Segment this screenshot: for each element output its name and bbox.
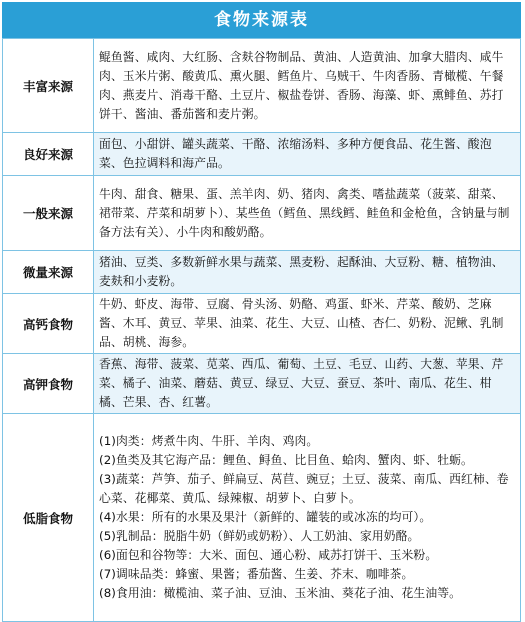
list-item: (5)乳制品：脱脂牛奶（鲜奶或奶粉）、人工奶油、家用奶酪。 [99,529,420,543]
description-text: 面包、小甜饼、罐头蔬菜、干酪、浓缩汤料、多种方便食品、花生酱、酸泡菜、色拉调料和海产品。 [99,137,492,170]
description-cell [94,176,521,251]
description-cell [94,39,521,133]
description-text: 猪油、豆类、多数新鲜水果与蔬菜、黑麦粉、起酥油、大豆粉、糖、植物油、麦麸和小麦粉。 [99,255,504,288]
description-cell [94,414,521,622]
food-source-table [2,2,521,622]
description-text: 牛奶、虾皮、海带、豆腐、骨头汤、奶酪、鸡蛋、虾米、芹菜、酸奶、芝麻酱、木耳、黄豆、苹果、油菜、花生、大豆、山楂、杏仁、奶粉、泥鳅、乳制品、胡桃、海参。 [99,297,504,349]
description-cell [94,294,521,354]
list-item: (8)食用油：橄榄油、菜子油、豆油、玉米油、葵花子油、花生油等。 [99,586,462,600]
table-row [3,294,521,354]
list-item: (3)蔬菜：芦笋、茄子、鲜扁豆、莴苣、豌豆；土豆、菠菜、南瓜、西红柿、卷心菜、花椰菜、黄瓜、绿辣椒、胡萝卜、白萝卜。 [99,472,509,505]
category-cell: 低脂食物 [3,414,94,622]
description-cell [94,354,521,414]
list-item: (7)调味品类：蜂蜜、果酱；番茄酱、生姜、芥末、咖啡茶。 [99,567,414,581]
category-cell: 高钾食物 [3,354,94,414]
table-title: 食物来源表 [2,2,521,38]
food-table [2,38,521,622]
table-row [3,251,521,294]
table-row [3,354,521,414]
table-row [3,133,521,176]
description-text: 鲲鱼酱、咸肉、大红肠、含麸谷物制品、黄油、人造黄油、加拿大腊肉、咸牛肉、玉米片粥、酸黄瓜、熏火腿、鳕鱼片、乌贼干、牛肉香肠、青橄榄、午餐肉、燕麦片、消毒干酪、土豆片、椒盐卷饼、香肠、海藻、虾、熏鲱鱼、苏打饼干、酱油、番茄酱和麦片粥。 [99,49,504,121]
description-text: 香蕉、海带、菠菜、苋菜、西瓜、葡萄、土豆、毛豆、山药、大葱、苹果、芹菜、橘子、油菜、蘑菇、黄豆、绿豆、大豆、蚕豆、茶叶、南瓜、花生、柑橘、芒果、杏、红薯。 [99,357,504,409]
table-row [3,414,521,622]
list-item: (1)肉类：烤煮牛肉、牛肝、羊肉、鸡肉。 [99,434,319,448]
description-cell [94,133,521,176]
category-cell: 丰富来源 [3,39,94,133]
list-item: (6)面包和谷物等：大米、面包、通心粉、咸苏打饼干、玉米粉。 [99,548,438,562]
table-row [3,176,521,251]
category-cell: 良好来源 [3,133,94,176]
category-cell: 一般来源 [3,176,94,251]
list-item: (2)鱼类及其它海产品：鲤鱼、鲟鱼、比目鱼、蛤肉、蟹肉、虾、牡蛎。 [99,453,473,467]
description-text: 牛肉、甜食、糖果、蛋、羔羊肉、奶、猪肉、禽类、嗜盐蔬菜（菠菜、甜菜、裙带菜、芹菜和胡萝卜）、某些鱼（鳕鱼、黑线鳕、鲑鱼和金枪鱼，含钠量与制备方法有关）、小牛肉和酸奶酪。 [99,186,510,239]
description-cell [94,251,521,294]
category-cell: 高钙食物 [3,294,94,354]
list-item: (4)水果：所有的水果及果汁（新鲜的、罐装的或冰冻的均可）。 [99,510,432,524]
category-cell: 微量来源 [3,251,94,294]
table-row [3,39,521,133]
